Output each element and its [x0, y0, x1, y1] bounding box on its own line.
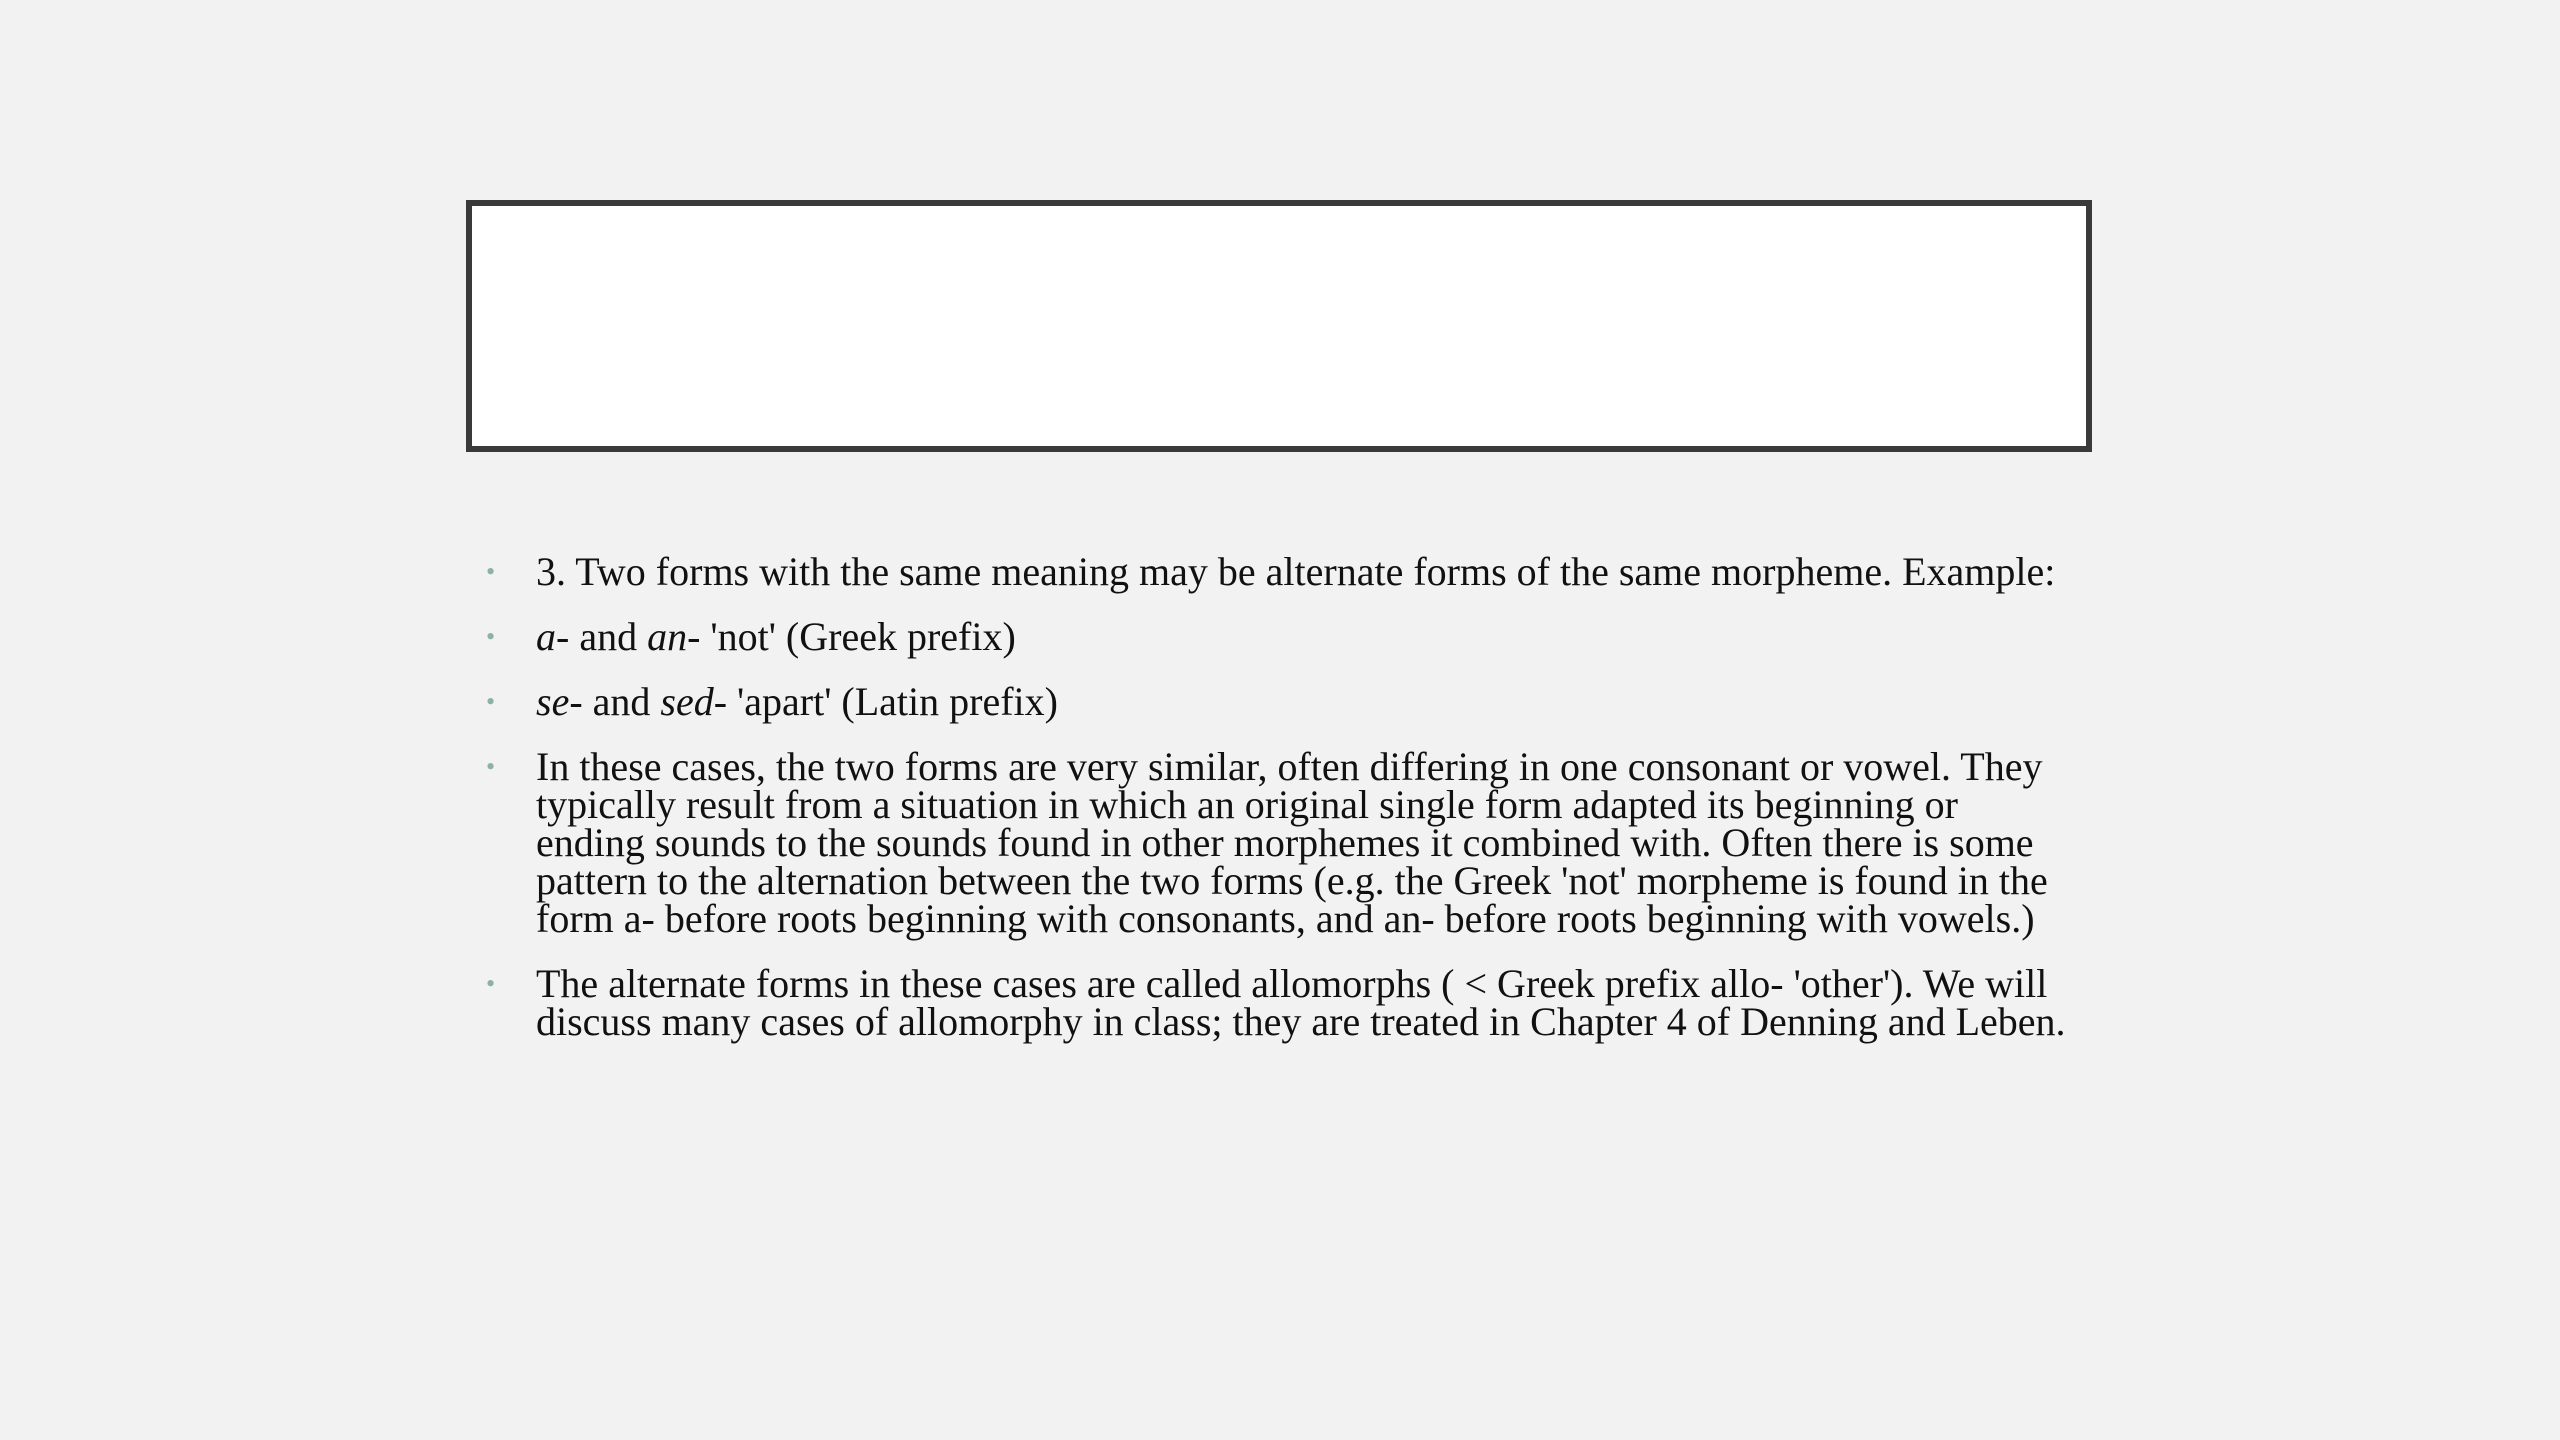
- bullet-icon: •: [486, 687, 496, 716]
- bullet-icon: •: [486, 622, 496, 651]
- bullet-icon: •: [486, 969, 496, 998]
- bullet-item: [486, 549, 2066, 594]
- bullet-text-part: - 'apart' (Latin prefix): [713, 679, 1058, 724]
- bullet-item: [486, 744, 2066, 941]
- bullet-text: The alternate forms in these cases are called allomorphs ( < Greek prefix allo- 'other'). We will discuss many cases of allomorphy in class; they are treated in Chapter 4 of Denning and Leben.: [536, 961, 2066, 1044]
- bullet-item: [486, 614, 2066, 659]
- bullet-icon: •: [486, 557, 496, 586]
- prefix-a: a: [536, 614, 556, 659]
- bullet-text-part: - and: [556, 614, 648, 659]
- bullet-item: [486, 679, 2066, 724]
- prefix-se: se: [536, 679, 570, 724]
- bullet-text: 3. Two forms with the same meaning may be alternate forms of the same morpheme. Example:: [536, 549, 2056, 594]
- title-placeholder: [466, 200, 2092, 452]
- bullet-text-part: - and: [569, 679, 661, 724]
- bullet-list: [486, 549, 2066, 1068]
- bullet-item: [486, 961, 2066, 1044]
- prefix-an: an: [647, 614, 688, 659]
- bullet-text-part: - 'not' (Greek prefix): [687, 614, 1016, 659]
- bullet-icon: •: [486, 752, 496, 781]
- prefix-sed: sed: [660, 679, 714, 724]
- bullet-text: In these cases, the two forms are very similar, often differing in one consonant or vowel. They typically result from a situation in which an original single form adapted its beginning or ending sounds to the sounds found in other morphemes it combined with. Often there is some pattern to the alternation between the two forms (e.g. the Greek 'not' morpheme is found in the form a- before roots beginning with consonants, and an- before roots beginning with vowels.): [536, 744, 2048, 941]
